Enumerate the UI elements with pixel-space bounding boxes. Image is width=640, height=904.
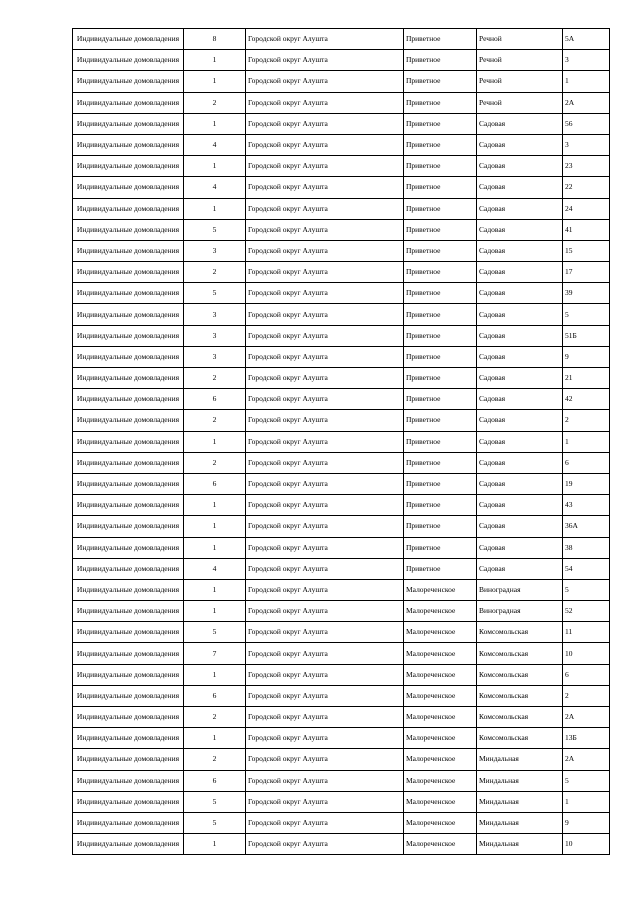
municipality-cell: Городской округ Алушта (246, 29, 404, 50)
table-row (73, 92, 610, 113)
housing-type-cell: Индивидуальные домовладения (73, 325, 184, 346)
table-row (73, 643, 610, 664)
house-number-cell: 9 (563, 812, 610, 833)
house-number-cell: 5 (563, 304, 610, 325)
municipality-cell: Городской округ Алушта (246, 304, 404, 325)
housing-type-cell: Индивидуальные домовладения (73, 516, 184, 537)
count-cell: 1 (184, 156, 246, 177)
house-number-cell: 19 (563, 473, 610, 494)
count-cell: 1 (184, 71, 246, 92)
settlement-cell: Приветное (404, 262, 477, 283)
table-row (73, 812, 610, 833)
housing-type-cell: Индивидуальные домовладения (73, 368, 184, 389)
street-cell: Речной (477, 29, 563, 50)
table-row (73, 389, 610, 410)
table-row (73, 156, 610, 177)
street-cell: Садовая (477, 219, 563, 240)
table-row (73, 664, 610, 685)
count-cell: 2 (184, 707, 246, 728)
house-number-cell: 2 (563, 410, 610, 431)
count-cell: 4 (184, 558, 246, 579)
street-cell: Речной (477, 71, 563, 92)
table-row (73, 791, 610, 812)
street-cell: Комсомольская (477, 707, 563, 728)
count-cell: 5 (184, 622, 246, 643)
count-cell: 4 (184, 134, 246, 155)
house-number-cell: 2А (563, 707, 610, 728)
count-cell: 1 (184, 431, 246, 452)
municipality-cell: Городской округ Алушта (246, 749, 404, 770)
settlement-cell: Приветное (404, 304, 477, 325)
street-cell: Садовая (477, 240, 563, 261)
count-cell: 1 (184, 728, 246, 749)
housing-type-cell: Индивидуальные домовладения (73, 29, 184, 50)
house-number-cell: 36А (563, 516, 610, 537)
table-row (73, 431, 610, 452)
house-number-cell: 10 (563, 834, 610, 855)
housing-type-cell: Индивидуальные домовладения (73, 431, 184, 452)
table-row (73, 685, 610, 706)
municipality-cell: Городской округ Алушта (246, 791, 404, 812)
housing-type-cell: Индивидуальные домовладения (73, 389, 184, 410)
settlement-cell: Малореченское (404, 643, 477, 664)
housing-type-cell: Индивидуальные домовладения (73, 643, 184, 664)
table-row (73, 346, 610, 367)
settlement-cell: Малореченское (404, 791, 477, 812)
municipality-cell: Городской округ Алушта (246, 431, 404, 452)
municipality-cell: Городской округ Алушта (246, 92, 404, 113)
street-cell: Миндальная (477, 834, 563, 855)
count-cell: 2 (184, 262, 246, 283)
table-body (73, 29, 610, 855)
count-cell: 2 (184, 452, 246, 473)
table-row (73, 622, 610, 643)
table-row (73, 304, 610, 325)
street-cell: Виноградная (477, 601, 563, 622)
count-cell: 5 (184, 812, 246, 833)
street-cell: Речной (477, 50, 563, 71)
municipality-cell: Городской округ Алушта (246, 198, 404, 219)
house-number-cell: 2А (563, 749, 610, 770)
count-cell: 5 (184, 283, 246, 304)
municipality-cell: Городской округ Алушта (246, 707, 404, 728)
street-cell: Миндальная (477, 791, 563, 812)
count-cell: 1 (184, 50, 246, 71)
housing-type-cell: Индивидуальные домовладения (73, 537, 184, 558)
street-cell: Речной (477, 92, 563, 113)
street-cell: Садовая (477, 134, 563, 155)
street-cell: Садовая (477, 473, 563, 494)
municipality-cell: Городской округ Алушта (246, 473, 404, 494)
municipality-cell: Городской округ Алушта (246, 685, 404, 706)
house-number-cell: 54 (563, 558, 610, 579)
housing-type-cell: Индивидуальные домовладения (73, 198, 184, 219)
housing-type-cell: Индивидуальные домовладения (73, 304, 184, 325)
street-cell: Садовая (477, 346, 563, 367)
settlement-cell: Приветное (404, 452, 477, 473)
housing-type-cell: Индивидуальные домовладения (73, 262, 184, 283)
table-row (73, 50, 610, 71)
count-cell: 2 (184, 749, 246, 770)
municipality-cell: Городской округ Алушта (246, 71, 404, 92)
house-number-cell: 9 (563, 346, 610, 367)
settlement-cell: Приветное (404, 240, 477, 261)
table-row (73, 728, 610, 749)
count-cell: 6 (184, 770, 246, 791)
house-number-cell: 13Б (563, 728, 610, 749)
street-cell: Садовая (477, 156, 563, 177)
settlement-cell: Малореченское (404, 812, 477, 833)
house-number-cell: 1 (563, 791, 610, 812)
street-cell: Миндальная (477, 749, 563, 770)
municipality-cell: Городской округ Алушта (246, 664, 404, 685)
house-number-cell: 52 (563, 601, 610, 622)
housing-type-cell: Индивидуальные домовладения (73, 283, 184, 304)
street-cell: Садовая (477, 113, 563, 134)
settlement-cell: Приветное (404, 495, 477, 516)
table-row (73, 495, 610, 516)
house-number-cell: 43 (563, 495, 610, 516)
settlement-cell: Малореченское (404, 685, 477, 706)
house-number-cell: 56 (563, 113, 610, 134)
table-row (73, 113, 610, 134)
municipality-cell: Городской округ Алушта (246, 283, 404, 304)
count-cell: 1 (184, 579, 246, 600)
count-cell: 6 (184, 685, 246, 706)
house-number-cell: 22 (563, 177, 610, 198)
municipality-cell: Городской округ Алушта (246, 156, 404, 177)
table-row (73, 516, 610, 537)
house-number-cell: 51Б (563, 325, 610, 346)
street-cell: Садовая (477, 537, 563, 558)
count-cell: 1 (184, 113, 246, 134)
housing-type-cell: Индивидуальные домовладения (73, 770, 184, 791)
settlement-cell: Приветное (404, 431, 477, 452)
house-number-cell: 5 (563, 770, 610, 791)
count-cell: 1 (184, 601, 246, 622)
count-cell: 2 (184, 92, 246, 113)
housing-type-cell: Индивидуальные домовладения (73, 622, 184, 643)
street-cell: Садовая (477, 304, 563, 325)
housing-type-cell: Индивидуальные домовладения (73, 791, 184, 812)
settlement-cell: Приветное (404, 537, 477, 558)
street-cell: Садовая (477, 177, 563, 198)
house-number-cell: 15 (563, 240, 610, 261)
housing-type-cell: Индивидуальные домовладения (73, 134, 184, 155)
settlement-cell: Малореченское (404, 770, 477, 791)
table-row (73, 410, 610, 431)
street-cell: Миндальная (477, 770, 563, 791)
street-cell: Садовая (477, 516, 563, 537)
street-cell: Комсомольская (477, 664, 563, 685)
settlement-cell: Приветное (404, 325, 477, 346)
count-cell: 1 (184, 198, 246, 219)
settlement-cell: Приветное (404, 198, 477, 219)
housing-type-cell: Индивидуальные домовладения (73, 473, 184, 494)
settlement-cell: Малореченское (404, 601, 477, 622)
settlement-cell: Приветное (404, 50, 477, 71)
street-cell: Комсомольская (477, 622, 563, 643)
street-cell: Садовая (477, 410, 563, 431)
municipality-cell: Городской округ Алушта (246, 452, 404, 473)
housing-type-cell: Индивидуальные домовладения (73, 71, 184, 92)
count-cell: 5 (184, 219, 246, 240)
table-row (73, 240, 610, 261)
house-number-cell: 39 (563, 283, 610, 304)
settlement-cell: Малореченское (404, 728, 477, 749)
table-row (73, 601, 610, 622)
municipality-cell: Городской округ Алушта (246, 558, 404, 579)
municipality-cell: Городской округ Алушта (246, 389, 404, 410)
house-number-cell: 17 (563, 262, 610, 283)
house-number-cell: 24 (563, 198, 610, 219)
settlement-cell: Приветное (404, 92, 477, 113)
housing-type-cell: Индивидуальные домовладения (73, 346, 184, 367)
house-number-cell: 42 (563, 389, 610, 410)
housing-type-cell: Индивидуальные домовладения (73, 452, 184, 473)
table-row (73, 219, 610, 240)
housing-type-cell: Индивидуальные домовладения (73, 728, 184, 749)
municipality-cell: Городской округ Алушта (246, 113, 404, 134)
housing-type-cell: Индивидуальные домовладения (73, 579, 184, 600)
housing-type-cell: Индивидуальные домовладения (73, 685, 184, 706)
settlement-cell: Приветное (404, 410, 477, 431)
municipality-cell: Городской округ Алушта (246, 622, 404, 643)
house-number-cell: 2А (563, 92, 610, 113)
housing-type-cell: Индивидуальные домовладения (73, 558, 184, 579)
municipality-cell: Городской округ Алушта (246, 579, 404, 600)
housing-type-cell: Индивидуальные домовладения (73, 113, 184, 134)
table-row (73, 283, 610, 304)
settlement-cell: Приветное (404, 346, 477, 367)
municipality-cell: Городской округ Алушта (246, 240, 404, 261)
house-number-cell: 2 (563, 685, 610, 706)
municipality-cell: Городской округ Алушта (246, 134, 404, 155)
street-cell: Комсомольская (477, 643, 563, 664)
housing-type-cell: Индивидуальные домовладения (73, 92, 184, 113)
housing-type-cell: Индивидуальные домовладения (73, 50, 184, 71)
table-row (73, 558, 610, 579)
street-cell: Садовая (477, 283, 563, 304)
municipality-cell: Городской округ Алушта (246, 834, 404, 855)
house-number-cell: 3 (563, 134, 610, 155)
table-row (73, 134, 610, 155)
housing-type-cell: Индивидуальные домовладения (73, 812, 184, 833)
table-row (73, 834, 610, 855)
housing-type-cell: Индивидуальные домовладения (73, 177, 184, 198)
street-cell: Садовая (477, 431, 563, 452)
municipality-cell: Городской округ Алушта (246, 346, 404, 367)
house-number-cell: 1 (563, 431, 610, 452)
settlement-cell: Приветное (404, 134, 477, 155)
municipality-cell: Городской округ Алушта (246, 219, 404, 240)
settlement-cell: Приветное (404, 558, 477, 579)
settlement-cell: Приветное (404, 156, 477, 177)
count-cell: 3 (184, 304, 246, 325)
housing-type-cell: Индивидуальные домовладения (73, 219, 184, 240)
house-number-cell: 1 (563, 71, 610, 92)
house-number-cell: 5 (563, 579, 610, 600)
municipality-cell: Городской округ Алушта (246, 770, 404, 791)
municipality-cell: Городской округ Алушта (246, 495, 404, 516)
settlement-cell: Приветное (404, 177, 477, 198)
count-cell: 1 (184, 834, 246, 855)
settlement-cell: Малореченское (404, 664, 477, 685)
street-cell: Комсомольская (477, 685, 563, 706)
count-cell: 1 (184, 495, 246, 516)
housing-type-cell: Индивидуальные домовладения (73, 707, 184, 728)
street-cell: Садовая (477, 325, 563, 346)
municipality-cell: Городской округ Алушта (246, 537, 404, 558)
count-cell: 3 (184, 346, 246, 367)
house-number-cell: 21 (563, 368, 610, 389)
settlement-cell: Приветное (404, 283, 477, 304)
street-cell: Миндальная (477, 812, 563, 833)
municipality-cell: Городской округ Алушта (246, 410, 404, 431)
house-number-cell: 6 (563, 452, 610, 473)
count-cell: 8 (184, 29, 246, 50)
housing-type-cell: Индивидуальные домовладения (73, 601, 184, 622)
settlement-cell: Приветное (404, 368, 477, 389)
table-row (73, 368, 610, 389)
table-row (73, 71, 610, 92)
street-cell: Садовая (477, 452, 563, 473)
street-cell: Комсомольская (477, 728, 563, 749)
house-number-cell: 23 (563, 156, 610, 177)
housing-type-cell: Индивидуальные домовладения (73, 749, 184, 770)
house-number-cell: 5А (563, 29, 610, 50)
count-cell: 7 (184, 643, 246, 664)
housing-type-cell: Индивидуальные домовладения (73, 664, 184, 685)
house-number-cell: 10 (563, 643, 610, 664)
settlement-cell: Малореченское (404, 622, 477, 643)
municipality-cell: Городской округ Алушта (246, 728, 404, 749)
housing-type-cell: Индивидуальные домовладения (73, 410, 184, 431)
settlement-cell: Приветное (404, 219, 477, 240)
count-cell: 2 (184, 368, 246, 389)
count-cell: 1 (184, 516, 246, 537)
table-row (73, 749, 610, 770)
count-cell: 3 (184, 325, 246, 346)
table-row (73, 325, 610, 346)
count-cell: 5 (184, 791, 246, 812)
house-number-cell: 6 (563, 664, 610, 685)
table-row (73, 198, 610, 219)
street-cell: Садовая (477, 368, 563, 389)
settlement-cell: Приветное (404, 29, 477, 50)
municipality-cell: Городской округ Алушта (246, 643, 404, 664)
street-cell: Виноградная (477, 579, 563, 600)
municipality-cell: Городской округ Алушта (246, 325, 404, 346)
count-cell: 6 (184, 389, 246, 410)
municipality-cell: Городской округ Алушта (246, 812, 404, 833)
count-cell: 6 (184, 473, 246, 494)
table-row (73, 537, 610, 558)
count-cell: 1 (184, 664, 246, 685)
municipality-cell: Городской округ Алушта (246, 516, 404, 537)
count-cell: 1 (184, 537, 246, 558)
municipality-cell: Городской округ Алушта (246, 50, 404, 71)
table-row (73, 262, 610, 283)
municipality-cell: Городской округ Алушта (246, 368, 404, 389)
table-row (73, 177, 610, 198)
settlement-cell: Приветное (404, 71, 477, 92)
settlement-cell: Малореченское (404, 749, 477, 770)
settlement-cell: Приветное (404, 389, 477, 410)
house-number-cell: 41 (563, 219, 610, 240)
street-cell: Садовая (477, 262, 563, 283)
table-row (73, 579, 610, 600)
settlement-cell: Малореченское (404, 707, 477, 728)
municipality-cell: Городской округ Алушта (246, 262, 404, 283)
municipality-cell: Городской округ Алушта (246, 601, 404, 622)
municipality-cell: Городской округ Алушта (246, 177, 404, 198)
street-cell: Садовая (477, 389, 563, 410)
street-cell: Садовая (477, 558, 563, 579)
street-cell: Садовая (477, 495, 563, 516)
address-table (72, 28, 610, 855)
street-cell: Садовая (477, 198, 563, 219)
settlement-cell: Приветное (404, 473, 477, 494)
house-number-cell: 3 (563, 50, 610, 71)
housing-type-cell: Индивидуальные домовладения (73, 495, 184, 516)
housing-type-cell: Индивидуальные домовладения (73, 240, 184, 261)
housing-type-cell: Индивидуальные домовладения (73, 834, 184, 855)
count-cell: 3 (184, 240, 246, 261)
table-row (73, 473, 610, 494)
settlement-cell: Малореченское (404, 579, 477, 600)
count-cell: 2 (184, 410, 246, 431)
count-cell: 4 (184, 177, 246, 198)
settlement-cell: Приветное (404, 516, 477, 537)
table-row (73, 707, 610, 728)
table-row (73, 770, 610, 791)
table-row (73, 29, 610, 50)
settlement-cell: Приветное (404, 113, 477, 134)
settlement-cell: Малореченское (404, 834, 477, 855)
table-row (73, 452, 610, 473)
house-number-cell: 11 (563, 622, 610, 643)
house-number-cell: 38 (563, 537, 610, 558)
housing-type-cell: Индивидуальные домовладения (73, 156, 184, 177)
